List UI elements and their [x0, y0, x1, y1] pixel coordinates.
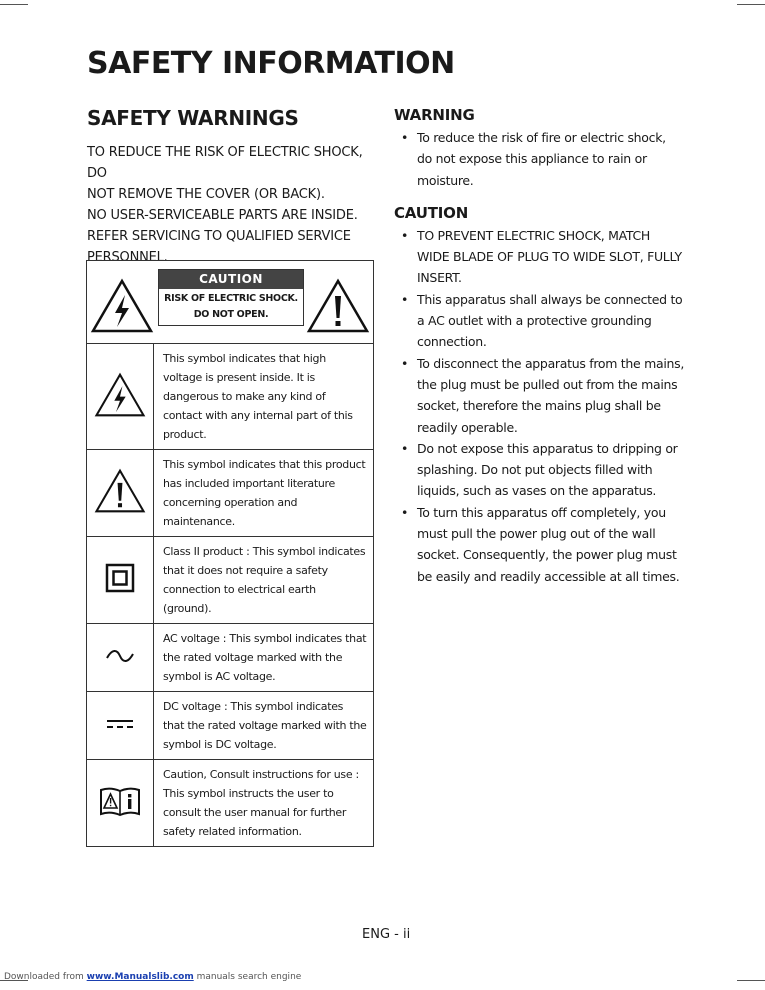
- crop-mark-top-right: [737, 4, 765, 5]
- list-item: • TO PREVENT ELECTRIC SHOCK, MATCH WIDE BLADE OF PLUG TO WIDE SLOT, FULLY INSERT.: [394, 225, 684, 289]
- caution-label-box: [158, 269, 304, 326]
- symbol-row-consult-manual: [87, 760, 374, 847]
- crop-mark-bottom-right: [737, 980, 765, 981]
- intro-warning-text: [87, 142, 377, 268]
- warnings-column: [394, 106, 684, 587]
- symbol-description: Caution, Consult instructions for use : This symbol instructs the user to consult the user manual for further safety related information.: [154, 760, 374, 847]
- exclamation-triangle-icon: [94, 468, 146, 514]
- list-item: • To reduce the risk of fire or electric shock, do not expose this appliance to rain or moisture.: [394, 127, 684, 191]
- caution-header-cell: [87, 261, 374, 344]
- double-square-icon: [105, 563, 135, 593]
- intro-line: NO USER-SERVICEABLE PARTS ARE INSIDE.: [87, 208, 358, 223]
- caution-list: [394, 225, 684, 587]
- lightning-triangle-icon: [94, 372, 146, 418]
- safety-symbols-table: [86, 260, 374, 847]
- symbol-row-important-literature: [87, 450, 374, 537]
- symbol-icon-cell: [87, 624, 154, 692]
- manualslib-link[interactable]: www.Manualslib.com: [86, 972, 194, 982]
- warning-list: [394, 127, 684, 191]
- page-number: ENG - ii: [362, 927, 411, 942]
- section-title-safety-warnings: SAFETY WARNINGS: [87, 106, 299, 130]
- dc-voltage-icon: [105, 717, 135, 731]
- symbol-description: DC voltage : This symbol indicates that the rated voltage marked with the symbol is DC voltage.: [154, 692, 374, 760]
- list-item: • Do not expose this apparatus to dripping or splashing. Do not put objects filled with liquids, such as vases on the apparatus.: [394, 438, 684, 502]
- manual-book-icon: [99, 785, 141, 817]
- intro-line: NOT REMOVE THE COVER (OR BACK).: [87, 187, 325, 202]
- caution-header-row: [87, 261, 374, 344]
- page-title: SAFETY INFORMATION: [87, 46, 455, 81]
- symbol-icon-cell: [87, 537, 154, 624]
- symbol-row-dc-voltage: [87, 692, 374, 760]
- lightning-triangle-icon: [90, 278, 154, 334]
- symbol-description: This symbol indicates that high voltage is present inside. It is dangerous to make any kind of contact with any internal part of this product.: [154, 344, 374, 450]
- crop-mark-top-left: [0, 4, 28, 5]
- caution-label-line: RISK OF ELECTRIC SHOCK.: [164, 293, 298, 304]
- symbol-row-class-ii: [87, 537, 374, 624]
- symbol-icon-cell: [87, 692, 154, 760]
- caution-label-text: [159, 289, 303, 323]
- list-item: • To turn this apparatus off completely, you must pull the power plug out of the wall socket. Consequently, the power plug must be easily and readily accessible at all times.: [394, 502, 684, 587]
- intro-line: TO REDUCE THE RISK OF ELECTRIC SHOCK, DO: [87, 145, 363, 181]
- caution-heading: CAUTION: [394, 203, 469, 222]
- symbol-row-ac-voltage: [87, 624, 374, 692]
- symbol-description: This symbol indicates that this product has included important literature concerning operation and maintenance.: [154, 450, 374, 537]
- symbol-row-high-voltage: [87, 344, 374, 450]
- exclamation-triangle-icon: [306, 278, 370, 334]
- symbol-description: AC voltage : This symbol indicates that the rated voltage marked with the symbol is AC voltage.: [154, 624, 374, 692]
- ac-wave-icon: [105, 648, 135, 664]
- symbol-icon-cell: [87, 760, 154, 847]
- footer-prefix: Downloaded from: [4, 972, 87, 982]
- intro-line: PERSONNEL.: [87, 250, 168, 265]
- symbol-icon-cell: [87, 450, 154, 537]
- warning-heading: WARNING: [394, 106, 475, 124]
- footer-suffix: manuals search engine: [193, 972, 302, 982]
- symbol-description: Class II product : This symbol indicates that it does not require a safety connection to electrical earth (ground).: [154, 537, 374, 624]
- list-item: • This apparatus shall always be connected to a AC outlet with a protective grounding connection.: [394, 289, 684, 353]
- symbol-icon-cell: [87, 344, 154, 450]
- list-item: • To disconnect the apparatus from the mains, the plug must be pulled out from the mains socket, therefore the mains plug shall be readily operable.: [394, 353, 684, 438]
- download-footer: [4, 972, 301, 982]
- intro-line: REFER SERVICING TO QUALIFIED SERVICE: [87, 229, 351, 244]
- caution-label-line: DO NOT OPEN.: [193, 309, 269, 320]
- caution-label-heading: CAUTION: [159, 270, 303, 289]
